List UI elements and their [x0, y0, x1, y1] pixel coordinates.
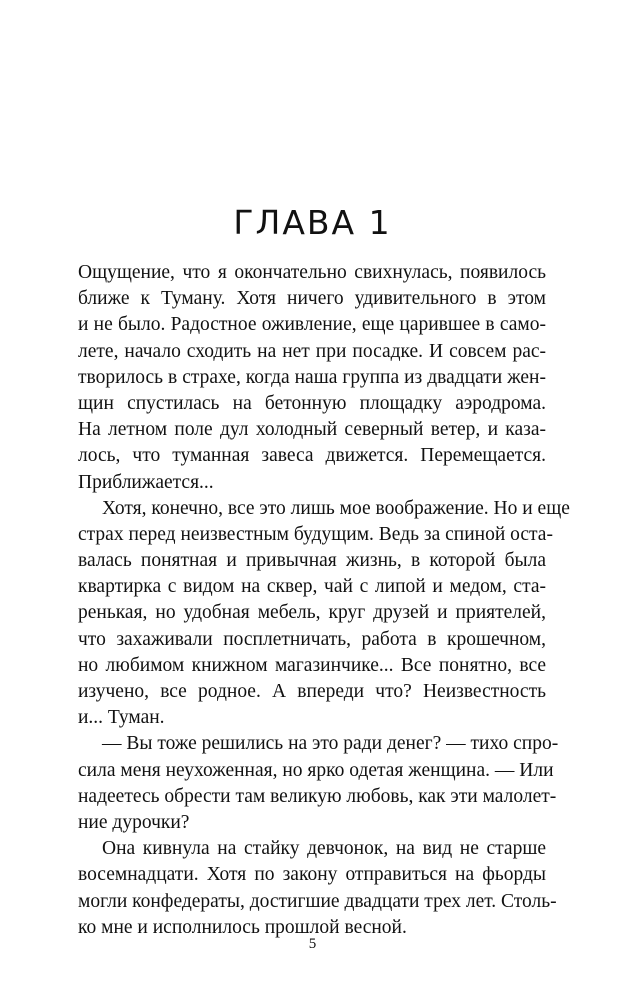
text-line: лете, начало сходить на нет при посадке. И совсем рас- [78, 340, 546, 362]
text-line: квартирка с видом на сквер, чай с липой и медом, ста- [78, 576, 546, 598]
paragraph-4 [78, 836, 557, 941]
text-line: щин спустилась на бетонную площадку аэродрома. [78, 392, 546, 414]
text-line: изучено, все родное. А впереди что? Неизвестность [78, 681, 546, 702]
text-line: восемнадцати. Хотя по закону отправиться на фьорды [78, 864, 546, 886]
paragraph-2 [78, 496, 570, 732]
text-line: надеетесь обрести там великую любовь, как эти малолет- [78, 785, 557, 807]
text-line: лось, что туманная завеса движется. Перемещается. [78, 445, 546, 467]
text-line: могли конфедераты, достигшие двадцати трех лет. Столь- [78, 890, 557, 912]
paragraph-1 [78, 260, 546, 496]
chapter-body [78, 260, 570, 941]
chapter-title: ГЛАВА 1 [233, 203, 392, 242]
text-line: и... Туман. [78, 707, 165, 729]
text-line: творилось в страхе, когда наша группа из двадцати жен- [78, 366, 546, 388]
text-line: Приближается... [78, 471, 214, 493]
text-line: — Вы тоже решились на это ради денег? — тихо спро- [102, 733, 559, 755]
text-line: На летном поле дул холодный северный ветер, и каза- [78, 419, 546, 441]
text-line: Ощущение, что я окончательно свихнулась, появилось [78, 262, 546, 283]
page-number: 5 [308, 936, 317, 952]
paragraph-3 [78, 731, 559, 836]
text-line: и не было. Радостное оживление, еще царившее в само- [78, 314, 546, 336]
text-line: ние дурочки? [78, 811, 190, 833]
text-line: что захаживали посплетничать, работа в крошечном, [78, 628, 546, 650]
text-line: сила меня неухоженная, но ярко одетая женщина. — Или [78, 759, 554, 781]
text-line: страх перед неизвестным будущим. Ведь за спиной оста- [78, 523, 553, 545]
text-line: ренькая, но удобная мебель, круг друзей и приятелей, [78, 602, 546, 624]
text-line: Она кивнула на стайку девчонок, на вид не старше [102, 838, 546, 860]
text-line: ко мне и исполнилось прошлой весной. [78, 916, 407, 938]
text-line: валась понятная и привычная жизнь, в которой была [78, 550, 546, 572]
text-line: ближе к Туману. Хотя ничего удивительного в этом [78, 288, 546, 310]
text-line: но любимом книжном магазинчике... Все понятно, все [78, 654, 546, 676]
text-line: Хотя, конечно, все это лишь мое воображение. Но и еще [102, 497, 570, 519]
